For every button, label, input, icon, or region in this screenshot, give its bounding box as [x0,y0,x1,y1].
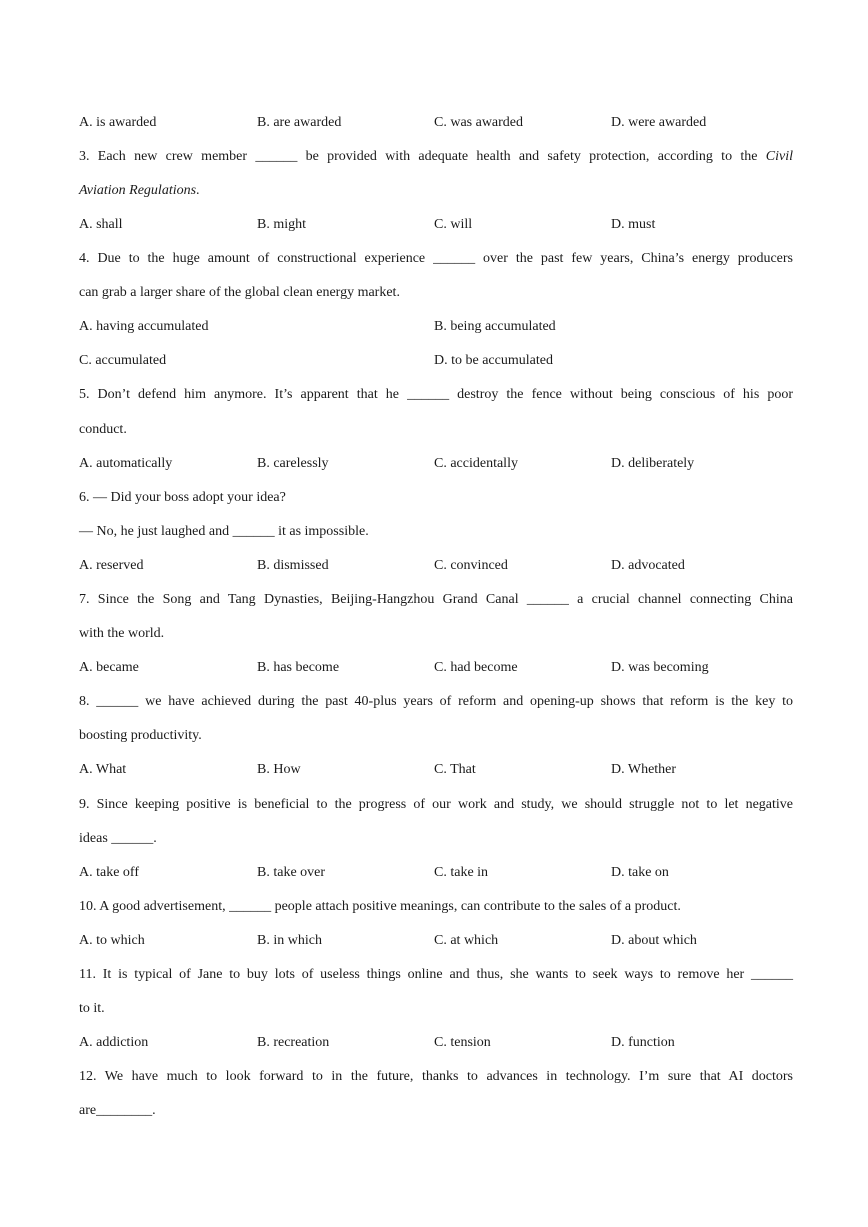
q9-option-b: B. take over [257,865,326,880]
q3-stem-italic-2: Aviation Regulations [79,183,197,198]
q3-option-c: C. will [434,217,473,232]
q3-option-a: A. shall [79,217,123,232]
q6-options [79,556,793,576]
q12-stem-line2: are________. [79,1103,156,1118]
q8-options [79,760,793,780]
q9-stem-line2: ideas ______. [79,831,157,846]
q2-option-c: C. was awarded [434,115,524,130]
q9-option-c: C. take in [434,865,489,880]
q5-option-d: D. deliberately [611,456,695,471]
q5-stem-line2: conduct. [79,422,127,437]
q7-option-d: D. was becoming [611,660,709,675]
q4-options-row1 [79,317,793,337]
q3-option-b: B. might [257,217,307,232]
q3-stem-line1 [79,147,793,167]
q6-option-c: C. convinced [434,558,508,573]
q4-option-c: C. accumulated [79,353,167,368]
q2-options [79,113,793,133]
q4-option-d: D. to be accumulated [434,353,553,368]
q8-stem-line1: 8. ______ we have achieved during the past 40-plus years of reform and opening-up shows that reform is the key to [79,694,793,709]
q6-option-d: D. advocated [611,558,685,573]
q4-option-b: B. being accumulated [434,319,556,334]
q11-option-c: C. tension [434,1035,491,1050]
q3-stem-suffix: . [196,183,200,198]
q11-option-b: B. recreation [257,1035,330,1050]
q9-option-d: D. take on [611,865,669,880]
q7-option-c: C. had become [434,660,518,675]
q8-option-a: A. What [79,762,127,777]
q8-option-b: B. How [257,762,301,777]
q10-options [79,931,793,951]
q5-option-a: A. automatically [79,456,173,471]
q10-option-c: C. at which [434,933,499,948]
q10-option-d: D. about which [611,933,697,948]
q2-option-a: A. is awarded [79,115,157,130]
q8-option-c: C. That [434,762,476,777]
q7-option-b: B. has become [257,660,340,675]
q11-options [79,1033,793,1053]
q7-option-a: A. became [79,660,139,675]
q8-stem-line2: boosting productivity. [79,728,202,743]
q11-option-a: A. addiction [79,1035,149,1050]
q6-stem-line2: — No, he just laughed and ______ it as impossible. [79,524,369,539]
q4-stem-line2: can grab a larger share of the global clean energy market. [79,285,400,300]
q7-stem-line1: 7. Since the Song and Tang Dynasties, Beijing-Hangzhou Grand Canal ______ a crucial channel connecting China [79,592,793,607]
q3-option-d: D. must [611,217,656,232]
q5-option-c: C. accidentally [434,456,518,471]
q6-option-a: A. reserved [79,558,144,573]
q5-options [79,454,793,474]
q4-stem-line1: 4. Due to the huge amount of constructional experience ______ over the past few years, China’s energy producers [79,251,793,266]
q3-options [79,215,793,235]
q10-stem-line1: 10. A good advertisement, ______ people attach positive meanings, can contribute to the sales of a product. [79,899,681,914]
q3-stem-line2 [79,181,793,201]
q8-option-d: D. Whether [611,762,677,777]
q9-options [79,863,793,883]
q6-option-b: B. dismissed [257,558,329,573]
q9-option-a: A. take off [79,865,139,880]
q6-stem-line1: 6. — Did your boss adopt your idea? [79,490,286,505]
q11-stem-line2: to it. [79,1001,105,1016]
q12-stem-line1: 12. We have much to look forward to in the future, thanks to advances in technology. I’m sure that AI doctors [79,1069,793,1084]
q4-options-row2 [79,351,793,371]
q5-option-b: B. carelessly [257,456,329,471]
q10-option-b: B. in which [257,933,322,948]
q7-stem-line2: with the world. [79,626,165,641]
q4-option-a: A. having accumulated [79,319,209,334]
q10-option-a: A. to which [79,933,145,948]
q7-options [79,658,793,678]
q11-option-d: D. function [611,1035,675,1050]
q9-stem-line1: 9. Since keeping positive is beneficial to the progress of our work and study, we should struggle not to let negative [79,797,793,812]
q2-option-d: D. were awarded [611,115,707,130]
q2-option-b: B. are awarded [257,115,342,130]
q11-stem-line1: 11. It is typical of Jane to buy lots of useless things online and thus, she wants to seek ways to remove her ______ [79,967,793,982]
q5-stem-line1: 5. Don’t defend him anymore. It’s apparent that he ______ destroy the fence without being conscious of his poor [79,387,793,402]
q3-stem-text: 3. Each new crew member ______ be provided with adequate health and safety protection, according to the [79,149,766,164]
q3-stem-italic: Civil [765,149,793,164]
